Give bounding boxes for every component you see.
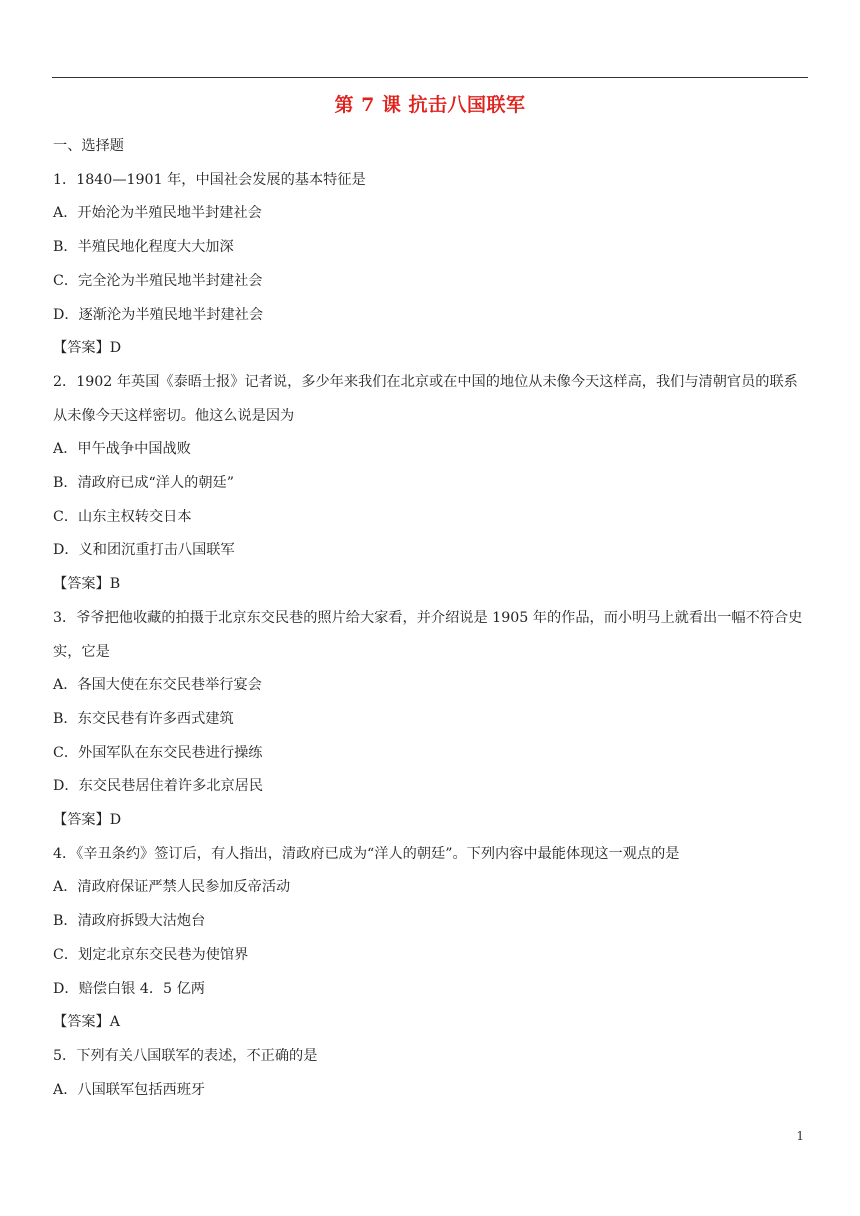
option-d: D．义和团沉重打击八国联军 [53,542,235,559]
answer: 【答案】B [53,576,121,593]
question-stem: 1．1840—1901 年，中国社会发展的基本特征是 [53,171,366,188]
option-c: C．完全沦为半殖民地半封建社会 [53,272,263,289]
answer: 【答案】D [53,812,122,829]
option-d: D．赔偿白银 4．5 亿两 [53,980,205,997]
option-a: A．八国联军包括西班牙 [53,1081,206,1098]
option-c: C．山东主权转交日本 [53,508,192,525]
header-rule [52,77,808,78]
option-b: B．东交民巷有许多西式建筑 [53,710,234,727]
question-4 [53,838,809,1040]
question-2 [53,366,809,602]
answer: 【答案】A [53,1014,120,1031]
option-a: A．各国大使在东交民巷举行宴会 [53,677,262,694]
option-b: B．清政府已成“洋人的朝廷” [53,475,234,492]
option-d: D．逐渐沦为半殖民地半封建社会 [53,306,264,323]
document-body [53,130,809,1107]
option-b: B．半殖民地化程度大大加深 [53,239,234,256]
question-5 [53,1040,809,1107]
question-stem: 5．下列有关八国联军的表述，不正确的是 [53,1047,318,1064]
question-stem: 4．《辛丑条约》签订后，有人指出，清政府已成为“洋人的朝廷”。下列内容中最能体现这一观点的是 [53,845,680,862]
question-stem: 3．爷爷把他收藏的拍摄于北京东交民巷的照片给大家看，并介绍说是 1905 年的作品，而小明马上就看出一幅不符合史实，它是 [53,609,803,660]
question-stem: 2．1902 年英国《泰晤士报》记者说，多少年来我们在北京或在中国的地位从未像今天这样高，我们与清朝官员的联系从未像今天这样密切。他这么说是因为 [53,373,798,424]
page-title: 第 7 课 抗击八国联军 [334,94,526,116]
question-1 [53,164,809,366]
option-a: A．清政府保证严禁人民参加反帝活动 [53,879,291,896]
answer: 【答案】D [53,340,122,357]
section-heading: 一、选择题 [53,138,124,154]
question-3 [53,602,809,838]
page-number: 1 [796,1129,804,1143]
option-c: C．外国军队在东交民巷进行操练 [53,744,263,761]
option-a: A．开始沦为半殖民地半封建社会 [53,205,262,222]
option-d: D．东交民巷居住着许多北京居民 [53,778,264,795]
option-a: A．甲午战争中国战败 [53,441,191,458]
option-b: B．清政府拆毁大沽炮台 [53,913,206,930]
option-c: C．划定北京东交民巷为使馆界 [53,946,249,963]
